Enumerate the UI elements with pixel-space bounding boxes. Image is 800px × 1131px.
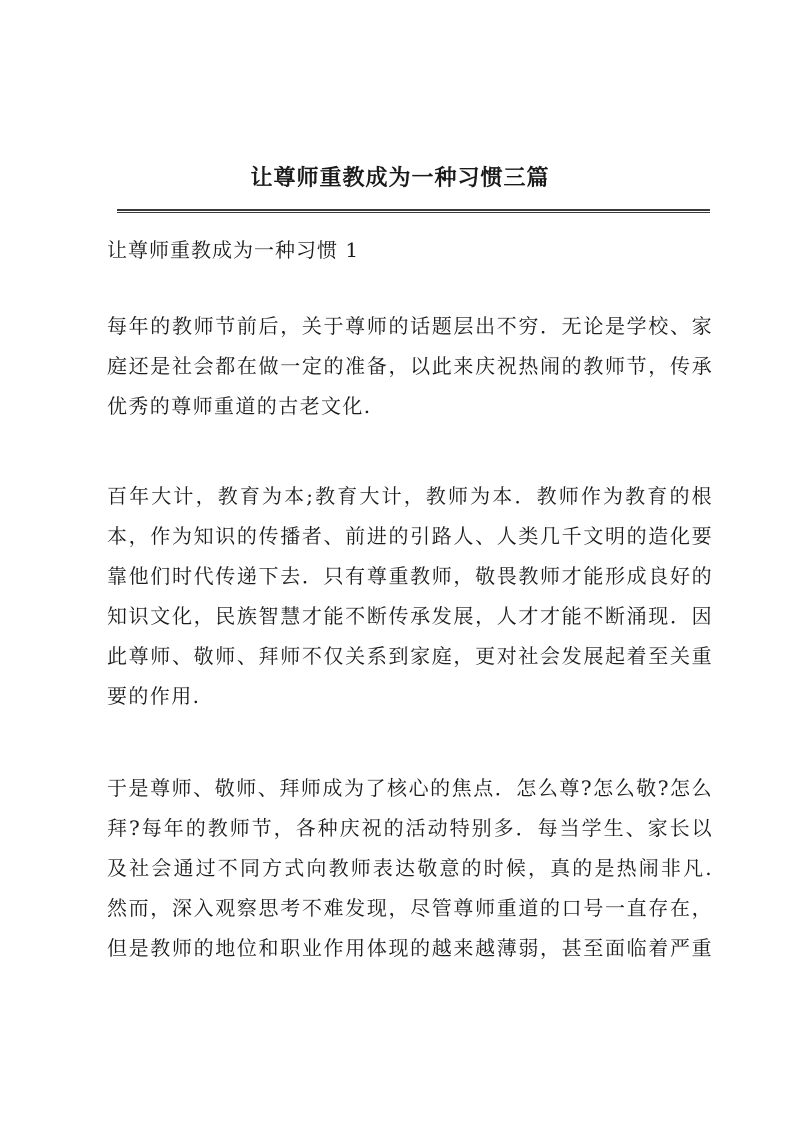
paragraph-line: 拜?每年的教师节，各种庆祝的活动特别多．每当学生、家长以 <box>107 816 713 840</box>
paragraph-line: 此尊师、敬师、拜师不仅关系到家庭，更对社会发展起着至关重 <box>107 644 713 668</box>
paragraph-line: 要的作用. <box>107 684 201 708</box>
title-divider <box>117 209 710 213</box>
paragraph-line: 但是教师的地位和职业作用体现的越来越薄弱，甚至面临着严重 <box>107 936 713 960</box>
paragraph-1 <box>107 306 713 426</box>
paragraph-line: 靠他们时代传递下去．只有尊重教师，敬畏教师才能形成良好的 <box>107 564 713 588</box>
paragraph-2 <box>107 476 713 716</box>
paragraph-line: 于是尊师、敬师、拜师成为了核心的焦点．怎么尊?怎么敬?怎么 <box>107 776 713 800</box>
document-title: 让尊师重教成为一种习惯三篇 <box>250 165 550 191</box>
section-heading: 让尊师重教成为一种习惯 1 <box>107 238 360 262</box>
paragraph-line: 知识文化，民族智慧才能不断传承发展，人才才能不断涌现．因 <box>107 604 713 628</box>
paragraph-line: 及社会通过不同方式向教师表达敬意的时候，真的是热闹非凡. <box>107 856 713 880</box>
paragraph-3 <box>107 768 713 968</box>
paragraph-line: 每年的教师节前后，关于尊师的话题层出不穷．无论是学校、家 <box>107 314 713 338</box>
paragraph-line: 本，作为知识的传播者、前进的引路人、人类几千文明的造化要 <box>107 524 713 548</box>
paragraph-line: 百年大计，教育为本;教育大计，教师为本．教师作为教育的根 <box>107 484 713 508</box>
paragraph-line: 庭还是社会都在做一定的准备，以此来庆祝热闹的教师节，传承 <box>107 354 713 378</box>
paragraph-line: 优秀的尊师重道的古老文化. <box>107 394 372 418</box>
paragraph-line: 然而，深入观察思考不难发现，尽管尊师重道的口号一直存在， <box>107 896 713 920</box>
